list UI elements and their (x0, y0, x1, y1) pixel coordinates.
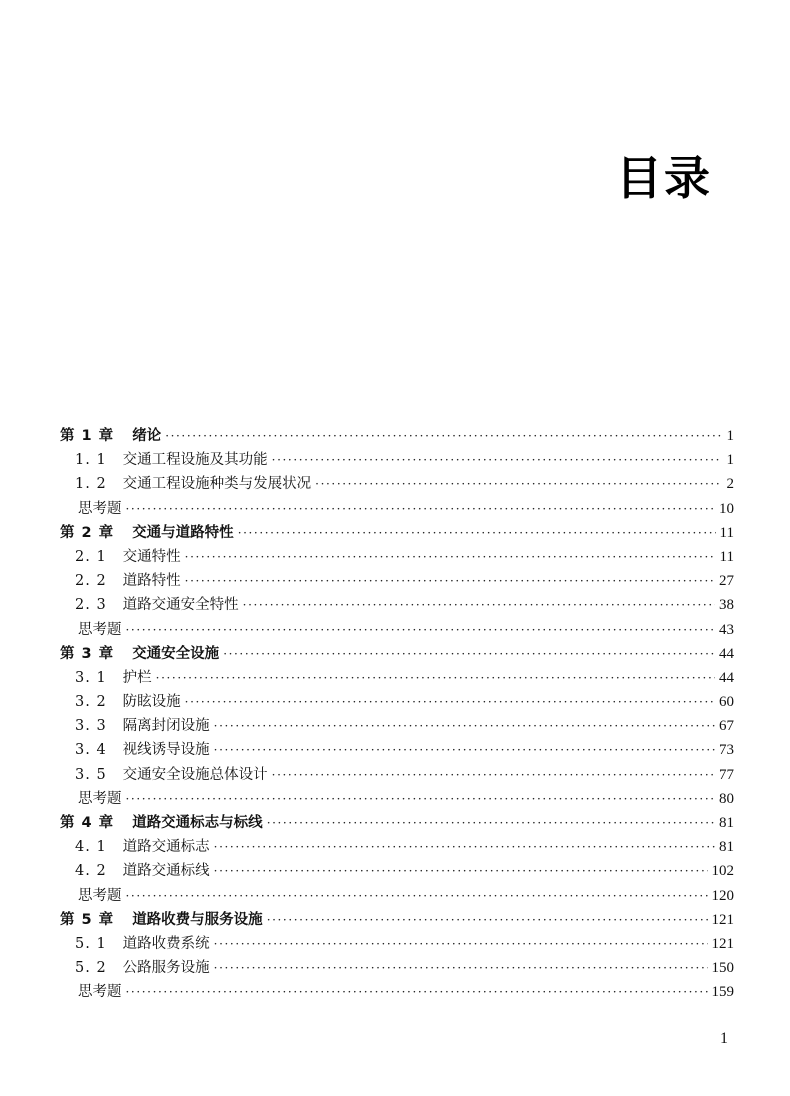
toc-number: 2. 2 (75, 573, 107, 590)
leader-dots (214, 835, 715, 859)
toc-page-number: 10 (719, 500, 734, 517)
toc-page-number: 81 (719, 815, 734, 831)
leader-dots (185, 545, 716, 569)
toc-title: 公路服务设施 (122, 960, 210, 977)
toc-page-number: 121 (711, 911, 734, 928)
toc-section-3-5[interactable] (60, 763, 734, 787)
toc-page-number: 11 (719, 548, 734, 565)
toc-section-5-2[interactable] (60, 956, 734, 980)
leader-dots (185, 569, 715, 593)
toc-exercises-5[interactable] (60, 980, 734, 1004)
table-of-contents (60, 424, 734, 1005)
toc-title: 防眩设施 (122, 694, 181, 711)
toc-section-1-1[interactable] (60, 448, 734, 472)
toc-number: 1. 1 (75, 452, 107, 469)
toc-page-number: 27 (719, 573, 734, 590)
toc-page-number: 2 (726, 476, 734, 493)
leader-dots (214, 738, 715, 762)
toc-title: 道路交通安全特性 (122, 597, 239, 614)
toc-chapter-3[interactable] (60, 642, 734, 666)
toc-section-2-2[interactable] (60, 569, 734, 593)
toc-section-5-1[interactable] (60, 932, 734, 956)
toc-number: 第 3 章 (60, 645, 115, 662)
toc-title: 道路收费与服务设施 (132, 911, 263, 928)
toc-exercises-4[interactable] (60, 884, 734, 908)
leader-dots (214, 932, 708, 956)
toc-title: 交通工程设施种类与发展状况 (122, 476, 312, 493)
toc-page-number: 80 (719, 790, 734, 807)
toc-title: 思考题 (78, 887, 122, 904)
toc-title: 思考题 (78, 984, 122, 1001)
toc-title: 道路交通标线 (122, 863, 210, 880)
leader-dots (315, 472, 722, 496)
leader-dots (223, 642, 715, 666)
toc-section-2-1[interactable] (60, 545, 734, 569)
leader-dots (156, 666, 715, 690)
toc-section-3-4[interactable] (60, 738, 734, 762)
footer-page-number: 1 (720, 1030, 728, 1047)
toc-number: 3. 5 (75, 766, 107, 783)
leader-dots (126, 884, 708, 908)
toc-title: 护栏 (122, 669, 152, 686)
toc-page-number: 38 (719, 597, 734, 614)
toc-section-2-3[interactable] (60, 593, 734, 617)
toc-section-3-1[interactable] (60, 666, 734, 690)
leader-dots (272, 763, 715, 787)
toc-number: 2. 3 (75, 597, 107, 614)
toc-exercises-1[interactable] (60, 497, 734, 521)
toc-page-number: 1 (726, 452, 734, 469)
toc-title: 视线诱导设施 (122, 742, 210, 759)
toc-page-number: 73 (719, 742, 734, 759)
leader-dots (126, 618, 716, 642)
leader-dots (272, 448, 722, 472)
toc-number: 3. 2 (75, 694, 107, 711)
toc-section-3-3[interactable] (60, 714, 734, 738)
toc-exercises-2[interactable] (60, 618, 734, 642)
toc-chapter-4[interactable] (60, 811, 734, 835)
toc-page-number: 102 (711, 863, 734, 880)
toc-title: 隔离封闭设施 (122, 718, 210, 735)
toc-page-number: 67 (719, 718, 734, 735)
toc-section-4-1[interactable] (60, 835, 734, 859)
toc-number: 4. 1 (75, 839, 107, 856)
toc-section-1-2[interactable] (60, 472, 734, 496)
toc-page-number: 81 (719, 839, 734, 856)
toc-section-3-2[interactable] (60, 690, 734, 714)
toc-title: 道路交通标志与标线 (132, 815, 263, 831)
toc-title: 交通工程设施及其功能 (122, 452, 268, 469)
toc-title: 道路特性 (122, 573, 181, 590)
toc-title: 交通安全设施 (132, 645, 220, 662)
toc-section-4-2[interactable] (60, 859, 734, 883)
toc-chapter-5[interactable] (60, 908, 734, 932)
toc-page-number: 44 (719, 645, 734, 662)
leader-dots (126, 497, 716, 521)
leader-dots (267, 811, 715, 835)
toc-chapter-2[interactable] (60, 521, 734, 545)
toc-number: 第 2 章 (60, 524, 115, 541)
toc-title: 道路收费系统 (122, 935, 210, 952)
toc-page-number: 77 (719, 766, 734, 783)
toc-number: 4. 2 (75, 863, 107, 880)
toc-number: 5. 1 (75, 935, 107, 952)
leader-dots (238, 521, 716, 545)
toc-title: 绪论 (132, 428, 162, 444)
page-title: 目录 (616, 151, 712, 205)
toc-page-number: 120 (711, 887, 734, 904)
leader-dots (243, 593, 715, 617)
toc-page-number: 159 (711, 984, 734, 1001)
toc-page-number: 60 (719, 694, 734, 711)
toc-exercises-3[interactable] (60, 787, 734, 811)
leader-dots (126, 787, 716, 811)
toc-title: 道路交通标志 (122, 839, 210, 856)
toc-number: 2. 1 (75, 548, 107, 565)
leader-dots (267, 908, 708, 932)
toc-title: 思考题 (78, 500, 122, 517)
toc-number: 3. 3 (75, 718, 107, 735)
leader-dots (214, 714, 715, 738)
leader-dots (214, 956, 708, 980)
toc-title: 思考题 (78, 790, 122, 807)
toc-title: 交通特性 (122, 548, 181, 565)
toc-page-number: 11 (719, 524, 734, 541)
toc-number: 1. 2 (75, 476, 107, 493)
toc-page-number: 44 (719, 669, 734, 686)
toc-number: 第 5 章 (60, 911, 115, 928)
toc-number: 3. 4 (75, 742, 107, 759)
toc-title: 交通安全设施总体设计 (122, 766, 268, 783)
toc-number: 3. 1 (75, 669, 107, 686)
leader-dots (185, 690, 715, 714)
leader-dots (165, 424, 722, 448)
toc-number: 第 1 章 (60, 428, 115, 444)
leader-dots (214, 859, 708, 883)
toc-page-number: 150 (711, 960, 734, 977)
toc-page-number: 121 (711, 935, 734, 952)
toc-number: 5. 2 (75, 960, 107, 977)
toc-title: 思考题 (78, 621, 122, 638)
toc-page-number: 43 (719, 621, 734, 638)
toc-page-number: 1 (726, 428, 734, 444)
toc-number: 第 4 章 (60, 815, 115, 831)
toc-title: 交通与道路特性 (132, 524, 234, 541)
toc-chapter-1[interactable] (60, 424, 734, 448)
leader-dots (126, 980, 708, 1004)
